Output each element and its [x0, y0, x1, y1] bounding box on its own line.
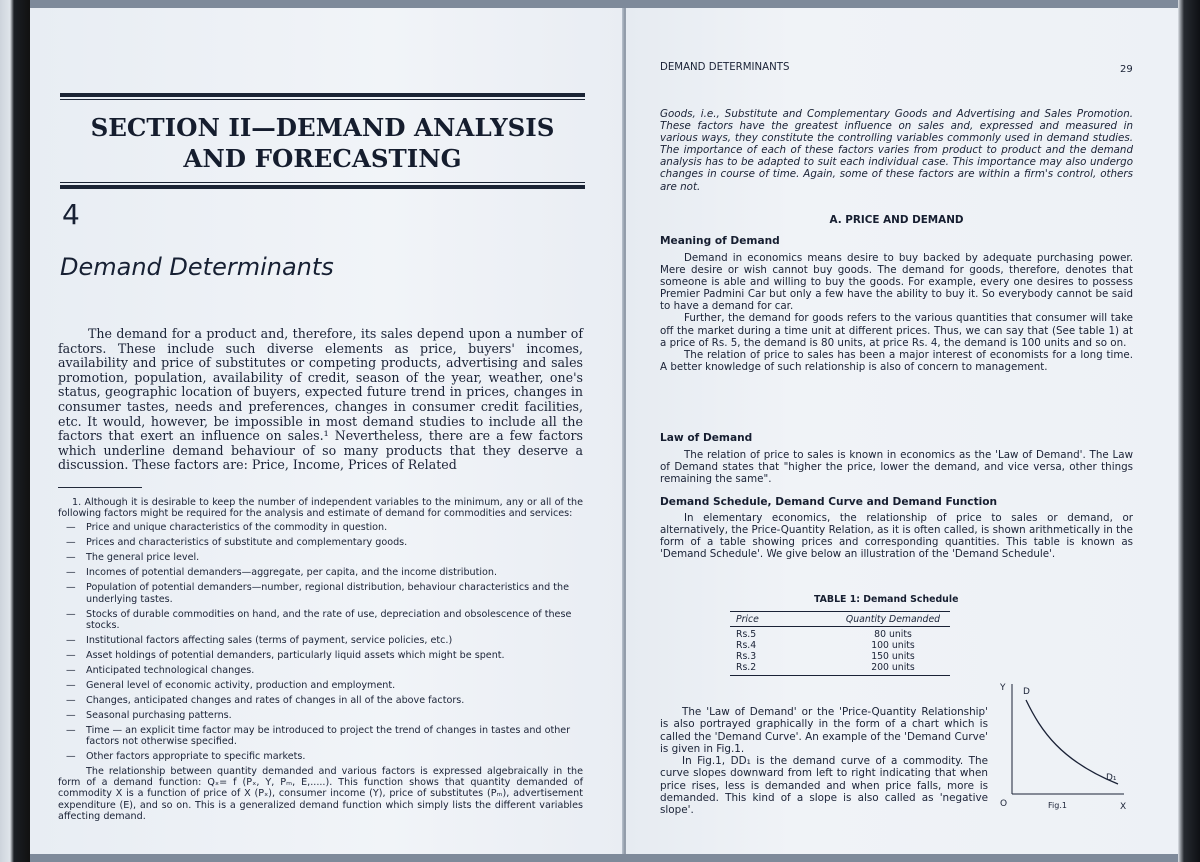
footnote [58, 497, 583, 822]
footnote-rule [58, 487, 142, 488]
table-row [730, 651, 950, 662]
x-axis-label: X [1120, 802, 1127, 812]
table-cell-quantity: 200 units [871, 662, 915, 673]
meaning-paragraph-3: The relation of price to sales has been a major interest of economists for a long time. A better knowledge of such relationship is also of concern to management. [660, 348, 1133, 373]
page-number: 29 [1120, 64, 1133, 75]
table-bottom-rule [730, 673, 950, 676]
table-header [730, 611, 950, 627]
table-cell-quantity: 100 units [871, 640, 915, 651]
footnote-item: — Time — an explicit time factor may be introduced to project the trend of changes in tastes and other factors not otherwise specified. [86, 725, 583, 747]
table-row [730, 629, 950, 640]
schedule-section [660, 512, 1133, 560]
footnote-item: — Seasonal purchasing patterns. [86, 710, 583, 721]
figure-text [660, 706, 988, 817]
page-shadow-right [1178, 0, 1200, 862]
footnote-item: — Prices and characteristics of substitute and complementary goods. [86, 537, 583, 548]
meaning-section [660, 252, 1133, 373]
demand-curve [1026, 700, 1118, 784]
meaning-heading: Meaning of Demand [660, 235, 780, 247]
table-cell-price: Rs.3 [736, 651, 757, 662]
subsection-title: A. PRICE AND DEMAND [829, 214, 964, 226]
section-title: SECTION II—DEMAND ANALYSIS AND FORECASTING [90, 113, 555, 173]
section-rule-bottom-thin [60, 182, 585, 183]
footnote-item: — Institutional factors affecting sales (terms of payment, service policies, etc.) [86, 635, 583, 646]
footnote-item: — Stocks of durable commodities on hand, and the rate of use, depreciation and obsolescence of these stocks. [86, 609, 583, 631]
table-cell-price: Rs.5 [736, 629, 757, 640]
figure-paragraph-2: In Fig.1, DD₁ is the demand curve of a commodity. The curve slopes downward from left to right indicating that when price rises, less is demanded and when price falls, more is demanded. This kind of a slope is also called as 'negative slope'. [660, 755, 988, 817]
footnote-item: — Anticipated technological changes. [86, 665, 583, 676]
meaning-paragraph-1: Demand in economics means desire to buy backed by adequate purchasing power. Mere desire or wish cannot buy goods. The demand for goods, therefore, denotes that someone is able and willing to buy the goods. For example, every one desires to possess Premier Padmini Car but only a few have the ability to buy it. So everybody cannot be said to have a demand for car. [660, 252, 1133, 313]
figure-paragraph-1: The 'Law of Demand' or the 'Price-Quantity Relationship' is also portrayed graphically in the form of a chart which is called the 'Demand Curve'. An example of the 'Demand Curve' is given in Fig.1. [660, 706, 988, 755]
schedule-heading: Demand Schedule, Demand Curve and Demand Function [660, 496, 998, 508]
section-rule-bottom [60, 185, 585, 189]
footnote-item: — Incomes of potential demanders—aggregate, per capita, and the income distribution. [86, 567, 583, 578]
footnote-intro: 1. Although it is desirable to keep the number of independent variables to the minimum, any or all of the following factors might be required for the analysis and estimate of demand for commodities and services: [58, 497, 583, 520]
table-cell-price: Rs.2 [736, 662, 757, 673]
demand-schedule-table [730, 611, 950, 676]
figure-caption: Fig.1 [1048, 801, 1067, 810]
law-paragraph: The relation of price to sales is known in economics as the 'Law of Demand'. The Law of Demand states that "higher the price, lower the demand, and vice versa, other things remaining the same". [660, 449, 1133, 486]
section-rule-top-thin [60, 99, 585, 100]
curve-end-label: D₁ [1106, 773, 1117, 783]
footnote-item: — Other factors appropriate to specific markets. [86, 751, 583, 762]
table-row [730, 662, 950, 673]
footnote-item: — General level of economic activity, production and employment. [86, 680, 583, 691]
page-shadow-left [0, 0, 30, 862]
table-row [730, 640, 950, 651]
footnote-item: — The general price level. [86, 552, 583, 563]
schedule-paragraph: In elementary economics, the relationship of price to sales or demand, or alternatively, the Price-Quantity Relation, as it is often called, is shown arithmetically in the form of a table showing prices and corresponding quantities. This table is known as 'Demand Schedule'. We give below an illustration of the 'Demand Schedule'. [660, 512, 1133, 561]
chapter-number: 4 [62, 198, 80, 231]
opening-paragraph [660, 108, 1133, 193]
footnote-outro: The relationship between quantity demanded and various factors is expressed algebraically in the form of a demand function: Qₓ= f (Pₓ, Y, Pₘ, E,.....). This function shows that quantity demanded of commodity X is a function of price of X (Pₓ), consumer income (Y), price of substitutes (Pₘ), advertisement expenditure (E), and so on. This is a generalized demand function which simply lists the different variables affecting demand. [58, 766, 583, 822]
curve-start-label: D [1023, 687, 1030, 697]
law-section [660, 449, 1133, 485]
origin-label: O [1000, 799, 1008, 809]
law-heading: Law of Demand [660, 432, 753, 444]
y-axis-label: Y [1000, 683, 1006, 693]
intro-paragraph: The demand for a product and, therefore, its sales depend upon a number of factors. These include such diverse elements as price, buyers' incomes, availability and price of substitutes or competing products, advertising and sales promotion, population, availability of credit, season of the year, weather, one's status, geographic location of buyers, expected future trend in prices, changes in consumer tastes, needs and preferences, changes in consumer credit facilities, etc. It would, however, be impossible in most demand studies to include all the factors that exert an influence on sales.¹ Nevertheless, there are a few factors which underline demand behaviour of so many products that they deserve a discussion. These factors are: Price, Income, Prices of Related [58, 326, 583, 473]
table-header-price: Price [736, 614, 759, 625]
footnote-item: — Population of potential demanders—number, regional distribution, behaviour characteristics and the underlying tastes. [86, 582, 583, 604]
footnote-item: — Asset holdings of potential demanders, particularly liquid assets which might be spent. [86, 650, 583, 661]
section-rule-top [60, 93, 585, 97]
footnote-item: — Price and unique characteristics of the commodity in question. [86, 522, 583, 533]
table-cell-price: Rs.4 [736, 640, 757, 651]
meaning-paragraph-2: Further, the demand for goods refers to the various quantities that consumer will take off the market during a time unit at different prices. Thus, we can say that (See table 1) at a price of Rs. 5, the demand is 80 units, at price Rs. 4, the demand is 100 units and so on. [660, 312, 1133, 349]
footnote-list [58, 522, 583, 762]
table-header-quantity: Quantity Demanded [845, 614, 941, 625]
demand-curve-figure [996, 676, 1132, 818]
table-caption: TABLE 1: Demand Schedule [814, 594, 959, 605]
opening-text: Goods, i.e., Substitute and Complementary Goods and Advertising and Sales Promotion. These factors have the greatest influence on sales and, expressed and measured in various ways, they constitute the controlling variables commonly used in demand studies. The importance of each of these factors varies from product to product and the demand analysis has to be adapted to suit each individual case. This importance may also undergo changes in course of time. Again, some of these factors are within a firm's control, others are not. [660, 108, 1133, 193]
footnote-item: — Changes, anticipated changes and rates of changes in all of the above factors. [86, 695, 583, 706]
table-cell-quantity: 80 units [874, 629, 912, 640]
chapter-title: Demand Determinants [60, 253, 334, 281]
running-head: DEMAND DETERMINANTS [660, 62, 790, 73]
table-cell-quantity: 150 units [871, 651, 915, 662]
